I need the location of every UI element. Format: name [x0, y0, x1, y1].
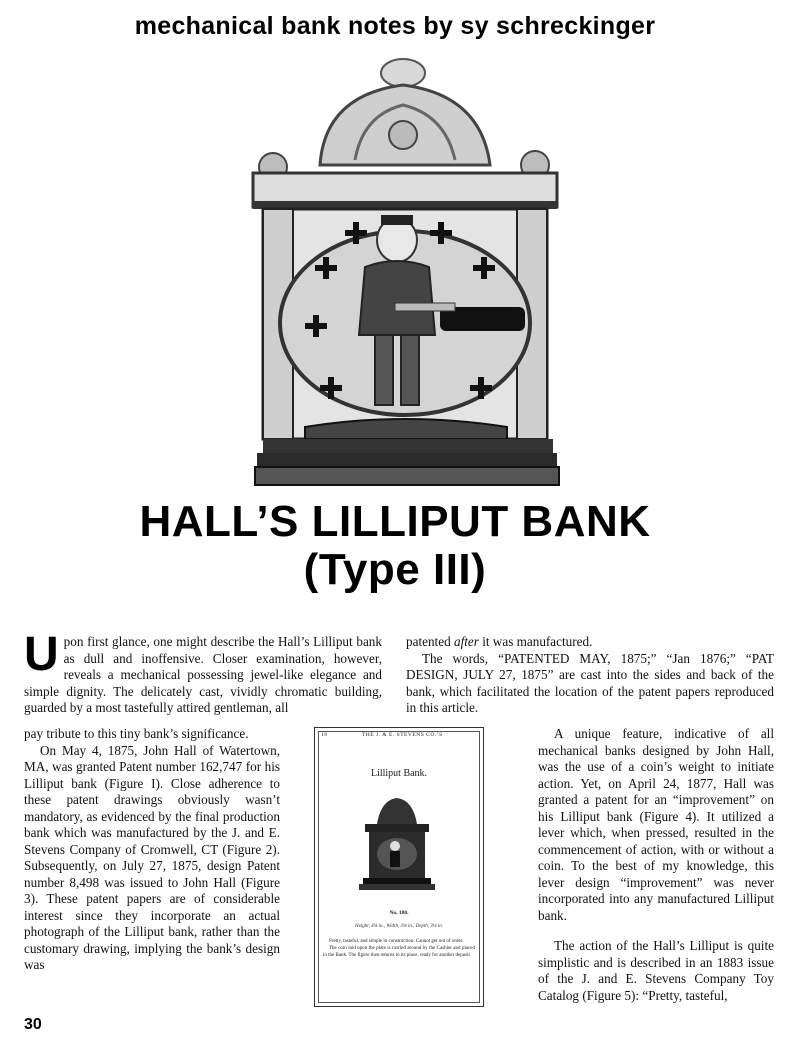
catalog-desc-1: Pretty, tasteful, and simple in construction. Cannot get out of order.	[329, 939, 464, 944]
column-1-bottom	[24, 726, 280, 974]
text-run: it was manufactured.	[478, 634, 593, 649]
running-header: mechanical bank notes by sy schreckinger	[134, 12, 656, 40]
article-title	[0, 498, 790, 594]
paragraph-patent-history: On May 4, 1875, John Hall of Watertown, MA, was granted Patent number 162,747 for his Lilliput bank (Figure I). Close adherence to these patent drawings obviously wasn’t mandatory, as evidenced by the final production bank which was manufactured by the J. and E. Stevens Company of Cromwell, CT (Figure 2). Subsequently, on July 27, 1875, design Patent number 8,498 was issued to John Hall (Figure 3). These patent papers are of considerable interest since they incorporate an actual photograph of the Lilliput bank, rather than the customary drawing, implying the bank’s design was	[24, 742, 280, 972]
catalog-number: No. 180.	[389, 910, 409, 916]
catalog-dimensions: Height, 4⅝ in., Width, 3⅝ in., Depth, 3⅛ in.	[355, 924, 443, 929]
intro-text: pon first glance, one might describe the Hall’s Lilliput bank as dull and inoffensive. Closer examination, however, reveals a mechanical possessing jewel-like elegance and simple dignity. The delicately cast, vividly chromatic building, guarded by a most tastefully attired gentleman, all	[24, 634, 382, 715]
intro-paragraph	[24, 628, 382, 717]
paragraph-cast-words: The words, “PATENTED MAY, 1875;” “Jan 1876;” “PAT DESIGN, JULY 27, 1875” are cast into the sides and back of the bank, which facilitated the location of the patent papers reproduced in this article.	[406, 650, 774, 715]
catalog-title: Lilliput Bank.	[370, 768, 428, 779]
catalog-figure	[314, 727, 484, 1007]
title-line-2: (Type III)	[303, 545, 487, 594]
column-1-top	[24, 628, 382, 717]
catalog-header	[321, 732, 477, 738]
page-number: 30	[24, 1016, 42, 1033]
column-2-top	[406, 634, 774, 717]
text-run: patented	[406, 634, 454, 649]
paragraph-action: The action of the Hall’s Lilliput is quite simplistic and is described in an 1883 issue of the J. and E. Stevens Company Toy Catalog (Figure 5): “Pretty, tasteful,	[538, 938, 774, 1003]
column-3	[538, 726, 774, 1004]
catalog-description	[323, 938, 475, 959]
paragraph-tribute: pay tribute to this tiny bank’s significance.	[24, 726, 249, 741]
bank-photograph	[245, 55, 565, 490]
title-line-1: HALL’S LILLIPUT BANK	[139, 497, 651, 546]
catalog-running-head: THE J. & E. STEVENS CO.’S	[361, 732, 443, 738]
catalog-desc-2: The coin laid upon the plate is carried around by the Cashier and placed in the Bank. The figure then returns to its place, ready for another deposit.	[323, 946, 475, 958]
catalog-bank-illustration	[357, 794, 437, 894]
italic-run: after	[453, 634, 479, 649]
catalog-page-number: 18	[321, 732, 328, 738]
drop-cap: U	[24, 628, 59, 681]
paragraph-patented-after	[406, 634, 774, 651]
paragraph-unique-feature: A unique feature, indicative of all mechanical banks designed by John Hall, was the use of a coin’s weight to initiate action. Yet, on April 24, 1877, Hall was granted a patent for an “improvement” on his Lilliput bank (Figure 4). It utilized a lever which, when pressed, resulted in the commencement of action, with or without a coin. To the best of my knowledge, this lever design “improvement” was never incorporated into any manufactured Lilliput bank.	[538, 726, 774, 923]
